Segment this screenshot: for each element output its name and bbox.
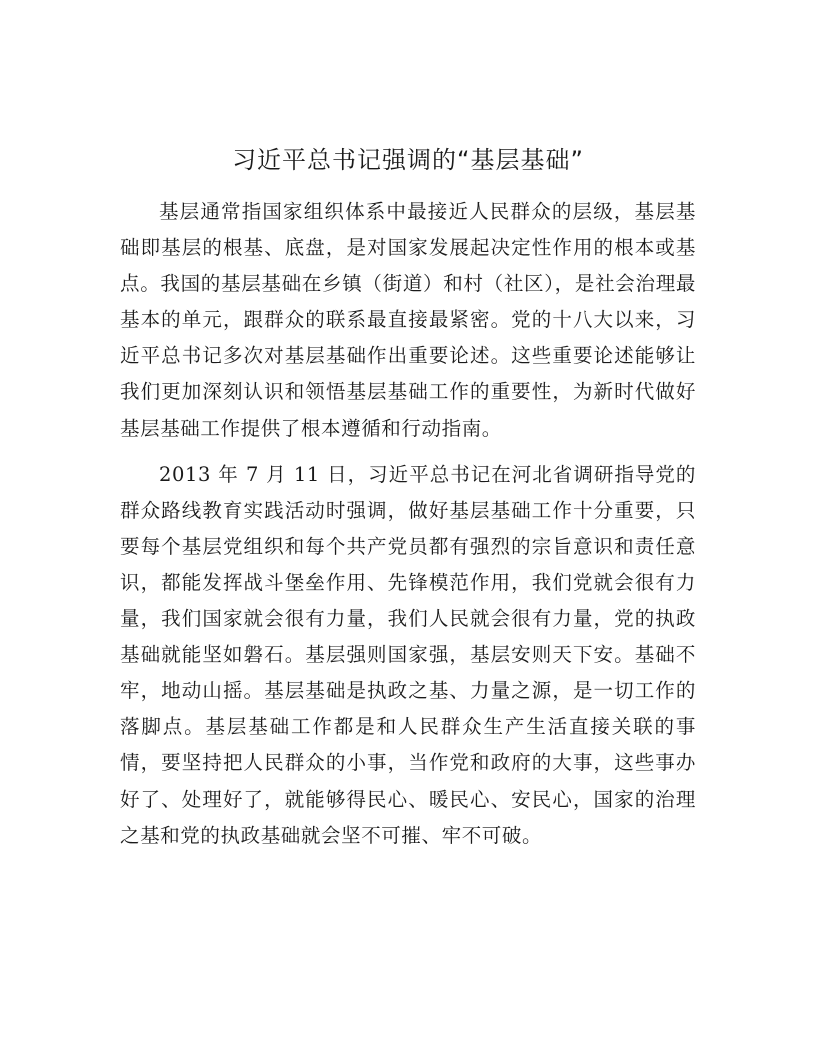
document-body	[120, 194, 696, 854]
document-title: 习近平总书记强调的“基层基础”	[232, 146, 584, 174]
paragraph-intro: 基层通常指国家组织体系中最接近人民群众的层级，基层基础即基层的根基、底盘，是对国家发展起决定性作用的根本或基点。我国的基层基础在乡镇（街道）和村（社区），是社会治理最基本的单元，跟群众的联系最直接最紧密。党的十八大以来，习近平总书记多次对基层基础作出重要论述。这些重要论述能够让我们更加深刻认识和领悟基层基础工作的重要性，为新时代做好基层基础工作提供了根本遵循和行动指南。	[120, 200, 696, 440]
paragraph-2013-hebei: 2013 年 7 月 11 日，习近平总书记在河北省调研指导党的群众路线教育实践活动时强调，做好基层基础工作十分重要，只要每个基层党组织和每个共产党员都有强烈的宗旨意识和责任意识，都能发挥战斗堡垒作用、先锋模范作用，我们党就会很有力量，我们国家就会很有力量，我们人民就会很有力量，党的执政基础就能坚如磐石。基层强则国家强，基层安则天下安。基础不牢，地动山摇。基层基础是执政之基、力量之源，是一切工作的落脚点。基层基础工作都是和人民群众生产生活直接关联的事情，要坚持把人民群众的小事，当作党和政府的大事，这些事办好了、处理好了，就能够得民心、暖民心、安民心，国家的治理之基和党的执政基础就会坚不可摧、牢不可破。	[120, 462, 696, 847]
